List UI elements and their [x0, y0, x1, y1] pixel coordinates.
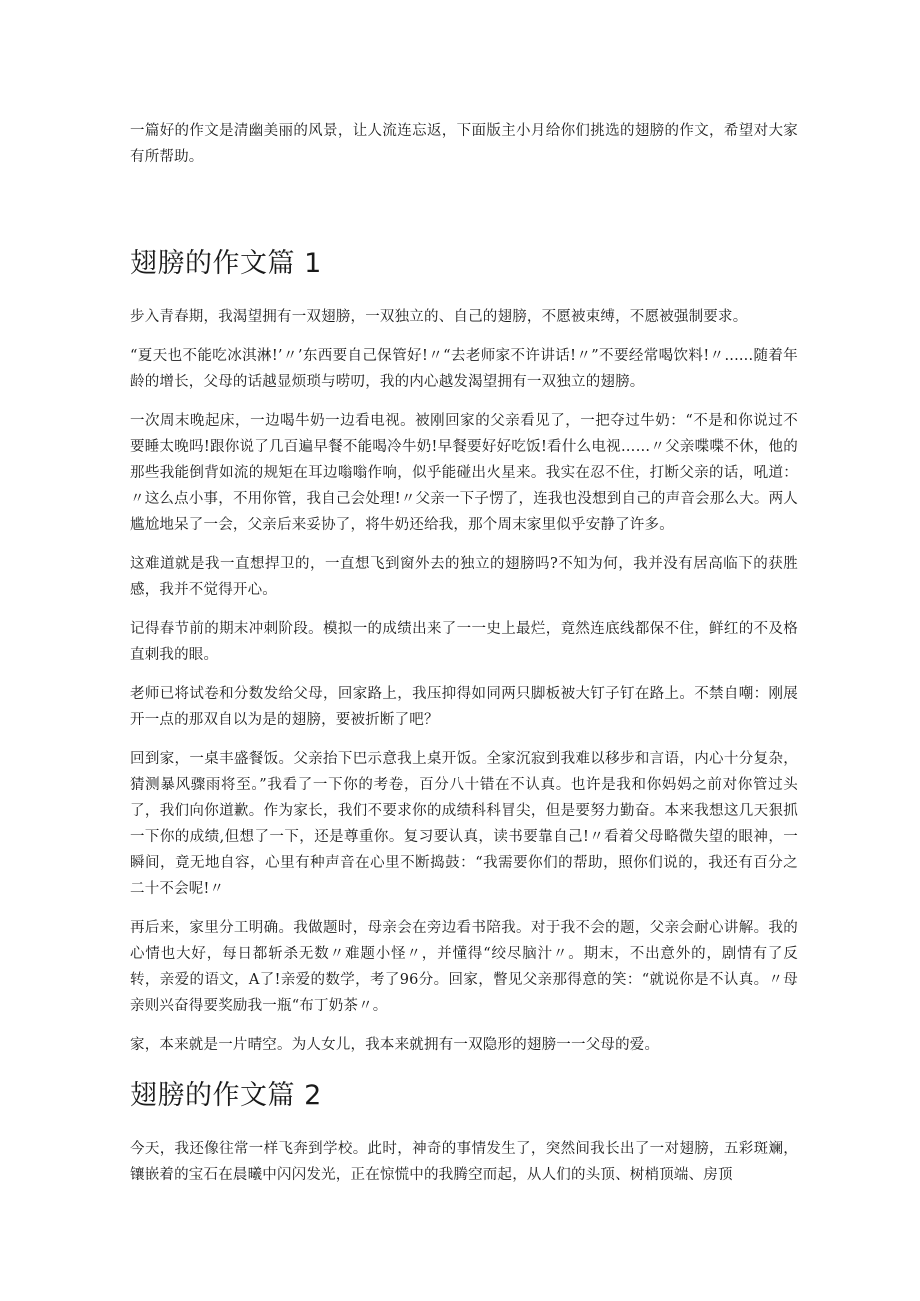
section-2-paragraph: 今天，我还像往常一样飞奔到学校。此时，神奇的事情发生了，突然间我长出了一对翅膀，五彩斑斓，镶嵌着的宝石在晨曦中闪闪发光，正在惊慌中的我腾空而起，从人们的头顶、树梢顶端、房顶	[130, 1141, 798, 1183]
section-1-paragraph: 记得春节前的期末冲刺阶段。模拟一的成绩出来了一一史上最烂，竟然连底线都保不住，鲜红的不及格直刺我的眼。	[130, 621, 798, 663]
document-page	[130, 118, 798, 1201]
section-1-paragraph: 回到家，一桌丰盛餐饭。父亲抬下巴示意我上桌开饭。全家沉寂到我难以移步和言语，内心十分复杂，猜测暴风骤雨将至。”我看了一下你的考卷，百分八十错在不认真。也许是我和你妈妈之前对你管过头了，我们向你道歉。作为家长，我们不要求你的成绩科科冒尖，但是要努力勤奋。本来我想这几天狠抓一下你的成绩,但想了一下，还是尊重你。复习要认真，读书要靠自己!〃看着父母略微失望的眼神，一瞬间，竟无地自容，心里有种声音在心里不断捣鼓：“我需要你们的帮助，照你们说的，我还有百分之二十不会呢!〃	[130, 751, 798, 897]
section-1-paragraph: 一次周末晚起床，一边喝牛奶一边看电视。被刚回家的父亲看见了，一把夺过牛奶：“不是和你说过不要睡太晚吗!跟你说了几百遍早餐不能喝冷牛奶!早餐要好好吃饭!看什么电视……〃父亲喋喋不休，他的那些我能倒背如流的规矩在耳边嗡嗡作响，似乎能碰出火星来。我实在忍不住，打断父亲的话，吼道：〃这么点小事，不用你管，我自己会处理!〃父亲一下子愣了，连我也没想到自己的声音会那么大。两人尴尬地呆了一会，父亲后来妥协了，将牛奶还给我，那个周末家里似乎安静了许多。	[130, 413, 798, 533]
section-1-paragraph: “夏天也不能吃冰淇淋!’〃’东西要自己保管好!〃“去老师家不许讲话!〃”不要经常喝饮料!〃......随着年龄的增长，父母的话越显烦琐与唠叨，我的内心越发渴望拥有一双独立的翅膀。	[130, 348, 798, 390]
section-2-title: 翅膀的作文篇 2	[130, 1080, 322, 1111]
section-1-paragraph: 再后来，家里分工明确。我做题时，母亲会在旁边看书陪我。对于我不会的题，父亲会耐心讲解。我的心情也大好，每日都斩杀无数〃难题小怪〃，并懂得“绞尽脑汁〃。期末，不出意外的，剧情有了反转，亲爱的语文，A了!亲爱的数学，考了96分。回家，瞥见父亲那得意的笑：“就说你是不认真。〃母亲则兴奋得要奖励我一瓶“布丁奶茶〃。	[130, 920, 798, 1014]
section-1-paragraph: 步入青春期，我渴望拥有一双翅膀，一双独立的、自己的翅膀，不愿被束缚，不愿被强制要求。	[130, 309, 748, 325]
section-1-paragraph: 老师已将试卷和分数发给父母，回家路上，我压抑得如同两只脚板被大钉子钉在路上。不禁自嘲：刚展开一点的那双自以为是的翅膀，要被折断了吧？	[130, 686, 798, 728]
section-1-paragraph: 家，本来就是一片晴空。为人女儿，我本来就拥有一双隐形的翅膀一一父母的爱。	[130, 1037, 660, 1053]
section-1-title: 翅膀的作文篇 1	[130, 248, 322, 279]
section-1-paragraph: 这难道就是我一直想捍卫的，一直想飞到窗外去的独立的翅膀吗?不知为何，我并没有居高临下的获胜感，我并不觉得开心。	[130, 556, 798, 598]
intro-paragraph: 一篇好的作文是清幽美丽的风景，让人流连忘返，下面版主小月给你们挑选的翅膀的作文，希望对大家有所帮助。	[130, 123, 798, 165]
